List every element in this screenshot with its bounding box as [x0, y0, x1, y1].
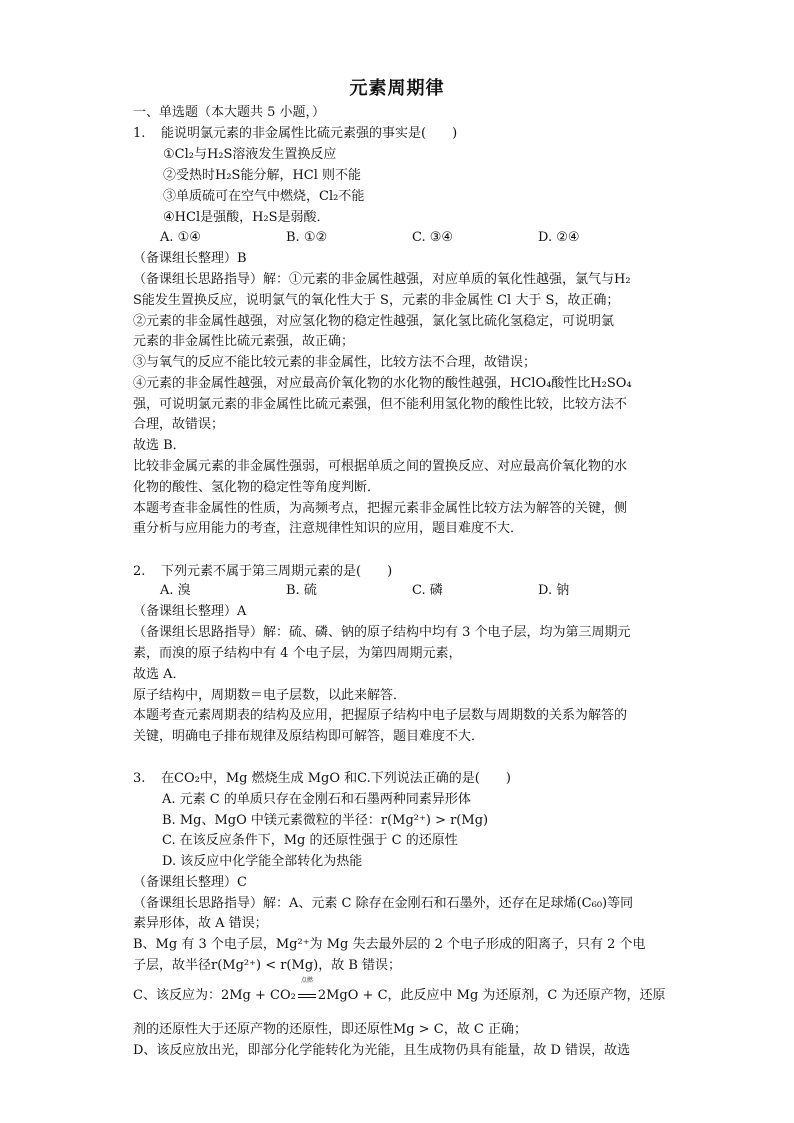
- reaction-products: 2MgO + C: [317, 988, 388, 1003]
- q1-options: [160, 228, 640, 248]
- q1-item-4: ④HCl是强酸，H₂S是弱酸．: [163, 210, 330, 225]
- q1-item-2: ②受热时H₂S能分解，HCl 则不能: [163, 168, 362, 183]
- q1-explanation-line: 本题考查非金属性的性质，为高频考点，把握元素非金属性比较方法为解答的关键，侧: [133, 501, 628, 516]
- q3-explanation-line: B、Mg 有 3 个电子层，Mg²⁺为 Mg 失去最外层的 2 个电子形成的阳离子，只有 2 个电: [133, 937, 646, 952]
- q1-explanation-line: 合理，故错误；: [133, 417, 225, 432]
- reaction-reactants: 2Mg + CO₂: [220, 988, 296, 1003]
- q1-explanation-line: ④元素的非金属性越强，对应最高价氧化物的水化物的酸性越强，HClO₄酸性比H₂SO₄: [133, 376, 632, 391]
- q1-option-c: C. ③④: [412, 230, 454, 245]
- question-1-number: 1.: [133, 126, 146, 141]
- q2-explanation-line: （备课组长思路指导）解：硫、磷、钠的原子结构中均有 3 个电子层，均为第三周期元: [133, 625, 631, 640]
- q2-explanation-line: 关键，明确电子排布规律及原结构即可解答，题目难度不大．: [133, 729, 485, 744]
- reaction-condition: 点燃: [300, 977, 313, 984]
- q1-explanation-line: S能发生置换反应，说明氯气的氧化性大于 S，元素的非金属性 Cl 大于 S，故正确；: [133, 293, 620, 308]
- q2-option-b: B. 硫: [286, 583, 317, 598]
- q3-explanation-line: 剂的还原性大于还原产物的还原性，即还原性Mg > C，故 C 正确；: [133, 1022, 527, 1037]
- q2-explanation-line: 原子结构中，周期数＝电子层数，以此来解答．: [133, 688, 407, 703]
- q3-option-a: A. 元素 C 的单质只存在金刚石和石墨两种同素异形体: [162, 792, 471, 807]
- q1-explanation-line: 元素的非金属性比硫元素强，故正确；: [133, 334, 355, 349]
- q1-explanation-line: 比较非金属元素的非金属性强弱，可根据单质之间的置换反应、对应最高价氧化物的水: [133, 459, 628, 474]
- question-3-stem: 在CO₂中，Mg 燃烧生成 MgO 和C.下列说法正确的是( ): [161, 771, 511, 786]
- q1-option-b: B. ①②: [286, 230, 328, 245]
- q3-option-d: D. 该反应中化学能全部转化为热能: [162, 854, 363, 869]
- q2-answer: （备课组长整理）A: [133, 604, 247, 619]
- q2-option-a: A. 溴: [160, 583, 191, 598]
- q1-option-a: A. ①④: [160, 230, 201, 245]
- q2-option-c: C. 磷: [412, 583, 443, 598]
- q1-explanation-line: （备课组长思路指导）解：①元素的非金属性越强，对应单质的氧化性越强，氯气与H₂: [133, 272, 631, 287]
- q3-option-b: B. Mg、MgO 中镁元素微粒的半径：r(Mg²⁺) > r(Mg): [162, 813, 489, 828]
- q2-options: [160, 581, 640, 601]
- q1-explanation-line: 故选 B．: [133, 438, 186, 453]
- q2-explanation-line: 故选 A．: [133, 667, 186, 682]
- q3-answer: （备课组长整理）C: [133, 875, 247, 890]
- reaction-prefix: C、该反应为：: [133, 988, 221, 1003]
- question-2-number: 2.: [133, 564, 146, 579]
- q2-explanation-line: 素，而溴的原子结构中有 4 个电子层，为第四周期元素，: [133, 646, 462, 661]
- q1-explanation-line: 强，可说明氯元素的非金属性比硫元素强，但不能利用氢化物的酸性比较，比较方法不: [133, 397, 628, 412]
- q1-option-d: D. ②④: [538, 230, 580, 245]
- q3-explanation-line: （备课组长思路指导）解：A、元素 C 除存在金刚石和石墨外，还存在足球烯(C₆₀)等同: [133, 896, 634, 911]
- q3-explanation-line: 素异形体，故 A 错误；: [133, 916, 268, 931]
- reaction-condition-arrow: [296, 977, 318, 1006]
- q1-explanation-line: ②元素的非金属性越强，对应氢化物的稳定性越强，氯化氢比硫化氢稳定，可说明氯: [133, 314, 615, 329]
- double-line-arrow-icon: [298, 994, 316, 998]
- q2-explanation-line: 本题考查元素周期表的结构及应用，把握原子结构中电子层数与周期数的关系为解答的: [133, 708, 628, 723]
- q3-explanation-line: D、该反应放出光，即部分化学能转化为光能，且生成物仍具有能量，故 D 错误，故选: [133, 1043, 631, 1058]
- question-1-stem: 能说明氯元素的非金属性比硫元素强的事实是( ): [161, 126, 458, 141]
- q3-option-c: C. 在该反应条件下，Mg 的还原性强于 C 的还原性: [162, 833, 458, 848]
- q3-explanation-line: 子层，故半径r(Mg²⁺) < r(Mg)，故 B 错误；: [133, 958, 402, 973]
- q1-item-1: ①Cl₂与H₂S溶液发生置换反应: [163, 147, 337, 162]
- q1-answer: （备课组长整理）B: [133, 251, 247, 266]
- section-heading: 一、单选题（本大题共 5 小题，）: [133, 105, 326, 120]
- question-3-number: 3.: [133, 771, 146, 786]
- q2-option-d: D. 钠: [538, 583, 570, 598]
- page-title: 元素周期律: [349, 78, 445, 99]
- q1-explanation-line: 化物的酸性、氢化物的稳定性等角度判断．: [133, 480, 381, 495]
- q1-explanation-line: ③与氧气的反应不能比较元素的非金属性，比较方法不合理，故错误；: [133, 355, 537, 370]
- reaction-suffix: ，此反应中 Mg 为还原剂，C 为还原产物，还原: [387, 988, 666, 1003]
- q1-item-3: ③单质硫可在空气中燃烧，Cl₂不能: [163, 189, 365, 204]
- q1-explanation-line: 重分析与应用能力的考查，注意规律性知识的应用，题目难度不大．: [133, 521, 524, 536]
- q3-reaction-line: [133, 977, 673, 1006]
- question-2-stem: 下列元素不属于第三周期元素的是( ): [161, 564, 393, 579]
